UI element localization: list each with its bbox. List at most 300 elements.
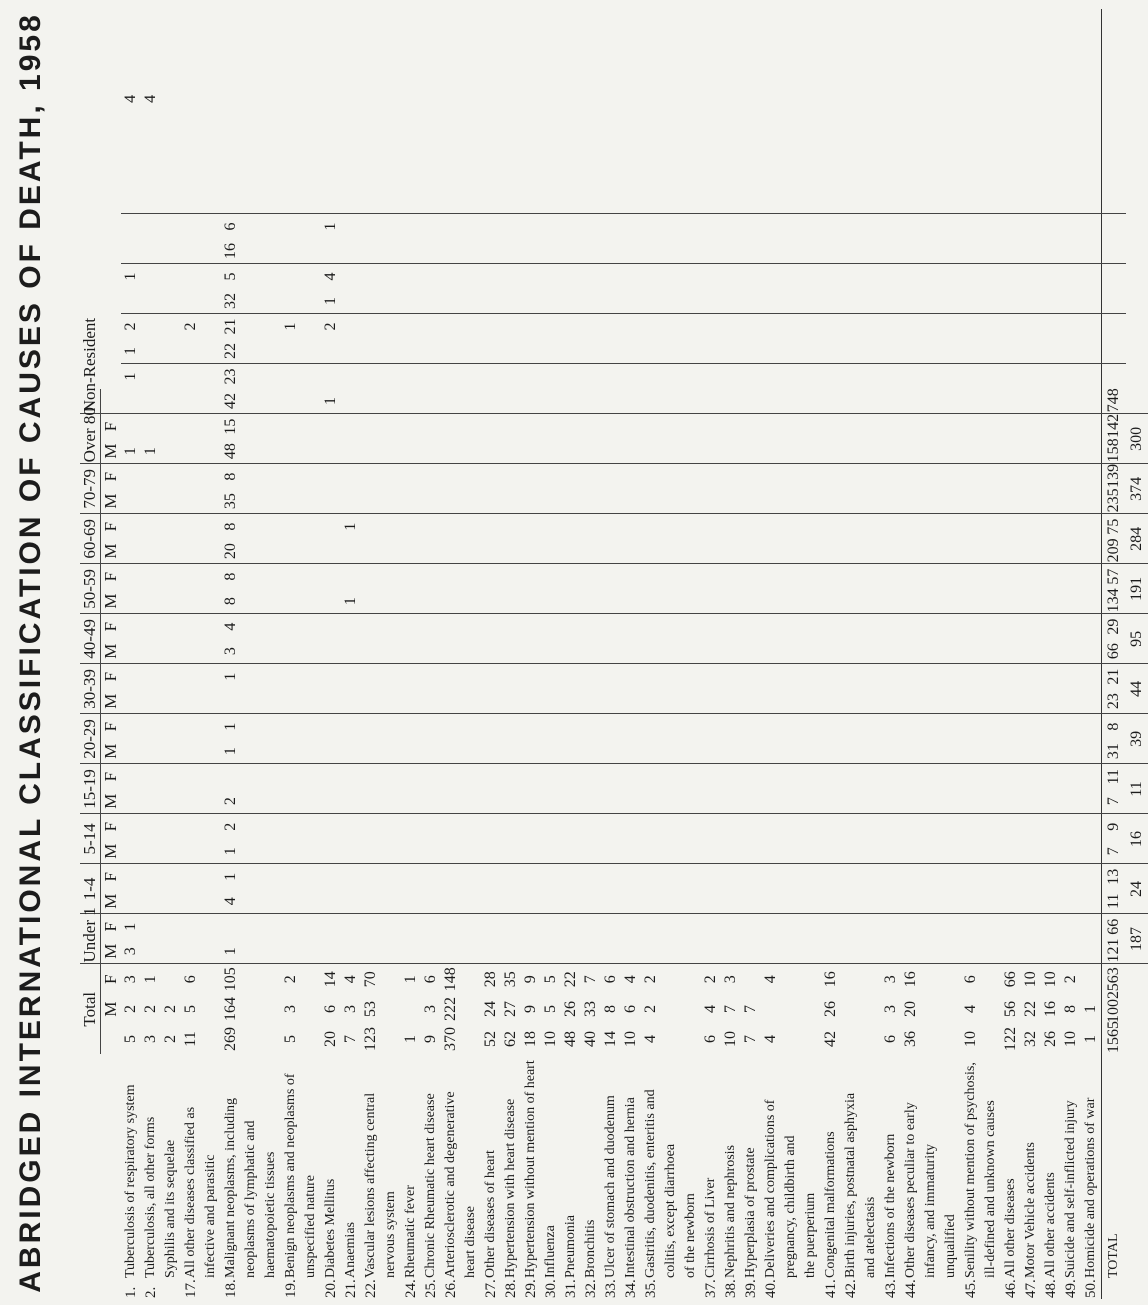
value-cell [1081,589,1102,614]
value-cell: 21 [222,318,239,335]
value-cell [701,539,721,564]
value-cell [361,239,381,264]
value-cell: 66 [1102,914,1127,939]
value-cell [721,689,741,714]
value-cell [741,889,761,914]
value-cell [821,364,841,389]
cause-name: Senility without mention of psychosis, [963,1062,978,1278]
value-cell [841,289,861,314]
value-cell [901,714,921,739]
table-row [481,9,501,1299]
value-cell: 9 [522,1005,539,1013]
value-cell [881,464,901,489]
value-cell [181,539,201,564]
value-cell [321,339,341,364]
value-cell [561,189,581,214]
value-cell [1001,214,1021,239]
value-cell [881,289,901,314]
value-cell [481,464,501,489]
value-cell: 24 [482,1001,499,1017]
value-cell [541,439,561,464]
value-cell [161,864,181,889]
value-cell [401,914,421,939]
table-row [161,9,181,1299]
row-number: 46. [1003,1279,1019,1298]
value-cell [281,9,301,189]
row-number [781,1279,801,1299]
value-cell [821,439,841,464]
value-cell [841,439,861,464]
value-cell [761,664,781,689]
value-cell [261,189,281,214]
row-number: 43. [883,1279,899,1298]
value-cell [501,839,521,864]
value-cell [121,564,141,589]
value-cell [521,664,541,689]
value-cell [321,939,341,964]
value-cell [321,464,341,489]
value-cell [741,189,761,214]
sex-header: M [101,1001,120,1017]
value-cell [1021,264,1041,289]
value-cell [1001,689,1021,714]
age-group-total: 374 [1126,464,1148,514]
value-cell [981,664,1001,689]
value-cell [861,9,881,189]
value-cell [621,9,641,189]
value-cell [461,439,481,464]
value-cell [241,994,261,1024]
value-cell [801,764,821,789]
age-group-total: 11 [1126,764,1148,814]
value-cell [341,614,361,639]
value-cell [881,214,901,239]
value-cell [361,764,381,789]
value-cell [981,539,1001,564]
value-cell [721,189,741,214]
value-cell [441,239,461,264]
value-cell [641,464,661,489]
value-cell [1001,589,1021,614]
value-cell: 10 [962,1031,979,1047]
value-cell [481,264,501,289]
value-cell [1102,314,1127,339]
value-cell [361,814,381,839]
value-cell [641,614,661,639]
value-cell [1102,264,1127,289]
value-cell [261,614,281,639]
value-cell [821,389,841,414]
value-cell: 2 [642,975,659,984]
value-cell [421,714,441,739]
value-cell [281,739,301,764]
table-row [381,9,401,1299]
value-cell [241,414,261,439]
value-cell [241,289,261,314]
value-cell [601,264,621,289]
value-cell [301,414,321,439]
value-cell [461,239,481,264]
value-cell [301,389,321,414]
value-cell [161,414,181,439]
value-cell [941,364,961,389]
value-cell: 53 [362,1001,379,1017]
value-cell [281,439,301,464]
value-cell [1061,439,1081,464]
table-row [1102,9,1127,1299]
value-cell [361,364,381,389]
value-cell [261,539,281,564]
value-cell: 269 [222,1027,239,1051]
value-cell [561,789,581,814]
value-cell [641,9,661,189]
value-cell [241,814,261,839]
value-cell [881,714,901,739]
value-cell: 9 [422,1035,439,1043]
value-cell [121,614,141,639]
value-cell [581,264,601,289]
value-cell [301,9,321,189]
value-cell [441,589,461,614]
value-cell [341,664,361,689]
value-cell [241,189,261,214]
value-cell [461,739,481,764]
value-cell [961,389,981,414]
value-cell [581,714,601,739]
value-cell [761,889,781,914]
value-cell [881,764,901,789]
value-cell [401,664,421,689]
value-cell [1081,489,1102,514]
value-cell [761,564,781,589]
value-cell [1081,439,1102,464]
value-cell [261,414,281,439]
value-cell [501,864,521,889]
value-cell [381,964,401,994]
value-cell [861,939,881,964]
value-cell [401,414,421,439]
value-cell [741,214,761,239]
value-cell [381,464,401,489]
value-cell [441,614,461,639]
value-cell [1041,889,1061,914]
value-cell [881,539,901,564]
value-cell [621,614,641,639]
value-cell [901,489,921,514]
value-cell [781,564,801,589]
value-cell [1081,964,1102,994]
value-cell [341,314,361,339]
value-cell: 8 [222,572,239,581]
value-cell [261,789,281,814]
value-cell [861,664,881,689]
value-cell [481,389,501,414]
value-cell [941,864,961,889]
value-cell [481,714,501,739]
value-cell [581,839,601,864]
value-cell [521,764,541,789]
value-cell [181,939,201,964]
value-cell: 142 [1102,414,1127,439]
value-cell [761,589,781,614]
row-number: 1. [123,1286,139,1298]
value-cell [181,389,201,414]
value-cell [961,864,981,889]
value-cell [1041,514,1061,539]
value-cell [641,839,661,864]
value-cell: 3 [722,975,739,984]
value-cell [401,689,421,714]
value-cell [861,564,881,589]
value-cell [1081,514,1102,539]
value-cell [801,689,821,714]
value-cell [241,239,261,264]
value-cell [361,839,381,864]
value-cell [521,414,541,439]
value-cell [741,664,761,689]
value-cell [821,264,841,289]
value-cell [1081,814,1102,839]
value-cell [341,339,361,364]
value-cell [981,914,1001,939]
value-cell [561,439,581,464]
value-cell: 5 [282,1035,299,1043]
value-cell [881,739,901,764]
row-number: 20. [323,1279,339,1298]
value-cell: 1 [222,722,239,731]
value-cell [1041,464,1061,489]
value-cell: 1 [221,939,241,964]
value-cell [881,589,901,614]
value-cell [161,964,181,994]
value-cell [841,914,861,939]
value-cell [341,9,361,189]
value-cell [921,539,941,564]
table-row [1081,9,1102,1299]
value-cell: 4 [762,975,779,984]
value-cell [721,664,741,689]
value-cell [861,864,881,889]
value-cell [801,464,821,489]
value-cell [821,339,841,364]
value-cell [201,994,221,1024]
value-cell [501,539,521,564]
value-cell [1001,439,1021,464]
value-cell [601,9,621,189]
value-cell [741,864,761,889]
value-cell [681,339,701,364]
value-cell [681,264,701,289]
value-cell [961,589,981,614]
value-cell [581,514,601,539]
value-cell [681,314,701,339]
value-cell [121,889,141,914]
value-cell [721,614,741,639]
value-cell [921,289,941,314]
value-cell [121,714,141,739]
value-cell [181,614,201,639]
value-cell [1061,489,1081,514]
cause-name: ill-defined and unknown causes [983,1100,998,1278]
value-cell [381,589,401,614]
value-cell [881,639,901,664]
cause-name: infancy, and immaturity [923,1144,938,1278]
value-cell [761,289,781,314]
value-cell [141,914,161,939]
value-cell: 1 [402,1035,419,1043]
value-cell [681,464,701,489]
value-cell: 563 [1102,964,1127,994]
value-cell: 2 [702,975,719,984]
value-cell [501,339,521,364]
value-cell [661,539,681,564]
value-cell [681,814,701,839]
value-cell [841,689,861,714]
value-cell [561,764,581,789]
value-cell [401,839,421,864]
value-cell: 1 [222,872,239,881]
value-cell [181,439,201,464]
value-cell: 10 [722,1031,739,1047]
value-cell [961,414,981,439]
value-cell [641,789,661,814]
value-cell [621,189,641,214]
value-cell [981,9,1001,189]
value-cell [161,239,181,264]
value-cell [861,489,881,514]
value-cell [501,664,521,689]
value-cell [841,994,861,1024]
value-cell [441,814,461,839]
value-cell [1021,739,1041,764]
value-cell [561,839,581,864]
value-cell [161,514,181,539]
value-cell [121,814,141,839]
value-cell [521,914,541,939]
value-cell [561,289,581,314]
value-cell: 1 [1082,1005,1099,1013]
value-cell: 1 [402,975,419,984]
value-cell [861,839,881,864]
value-cell [581,589,601,614]
value-cell [861,514,881,539]
value-cell [941,839,961,864]
value-cell: 31 [1102,739,1127,764]
value-cell: 9 [1102,814,1127,839]
value-cell [861,339,881,364]
value-cell [281,714,301,739]
value-cell [801,514,821,539]
value-cell [841,389,861,414]
value-cell [1061,914,1081,939]
value-cell [681,939,701,964]
value-cell [701,264,721,289]
value-cell [821,714,841,739]
value-cell [361,714,381,739]
value-cell [941,914,961,939]
value-cell [641,189,661,214]
value-cell [501,514,521,539]
value-cell [1001,289,1021,314]
value-cell [601,839,621,864]
value-cell [361,589,381,614]
value-cell [841,664,861,689]
value-cell [661,1024,681,1054]
row-number: 49. [1063,1279,1079,1298]
value-cell [121,389,141,414]
value-cell [681,539,701,564]
value-cell [601,664,621,689]
total-header: Total [80,964,101,1054]
value-cell [861,314,881,339]
value-cell [181,239,201,264]
value-cell [121,589,141,614]
value-cell [461,489,481,514]
value-cell [721,914,741,939]
value-cell: 2 [222,822,239,831]
value-cell [1021,414,1041,439]
value-cell [321,189,341,214]
value-cell [1081,864,1102,889]
value-cell [841,564,861,589]
value-cell [681,664,701,689]
row-number [261,1279,281,1299]
value-cell [941,239,961,264]
value-cell [541,239,561,264]
value-cell [901,414,921,439]
cause-name: TOTAL [1102,1054,1127,1279]
value-cell [641,864,661,889]
value-cell [261,439,281,464]
value-cell [761,994,781,1024]
value-cell [961,689,981,714]
value-cell [501,364,521,389]
value-cell [461,264,481,289]
value-cell [501,289,521,314]
value-cell [141,739,161,764]
value-cell [241,439,261,464]
value-cell [241,639,261,664]
value-cell [1021,564,1041,589]
value-cell [541,639,561,664]
age-header: Over 80 [80,407,99,463]
value-cell [521,539,541,564]
value-cell [141,589,161,614]
value-cell [781,889,801,914]
value-cell [681,789,701,814]
cause-name: infective and parasitic [203,1154,218,1278]
value-cell [241,539,261,564]
value-cell [1041,764,1061,789]
value-cell [1081,389,1102,414]
value-cell [761,739,781,764]
value-cell [981,464,1001,489]
value-cell [921,714,941,739]
value-cell [1061,814,1081,839]
value-cell [421,339,441,364]
value-cell [381,814,401,839]
value-cell [241,514,261,539]
value-cell [761,514,781,539]
value-cell [481,214,501,239]
value-cell: 2 [322,322,339,331]
value-cell [1061,414,1081,439]
value-cell [301,714,321,739]
value-cell [441,539,461,564]
value-cell [661,589,681,614]
value-cell [121,489,141,514]
value-cell: 32 [1022,1031,1039,1047]
